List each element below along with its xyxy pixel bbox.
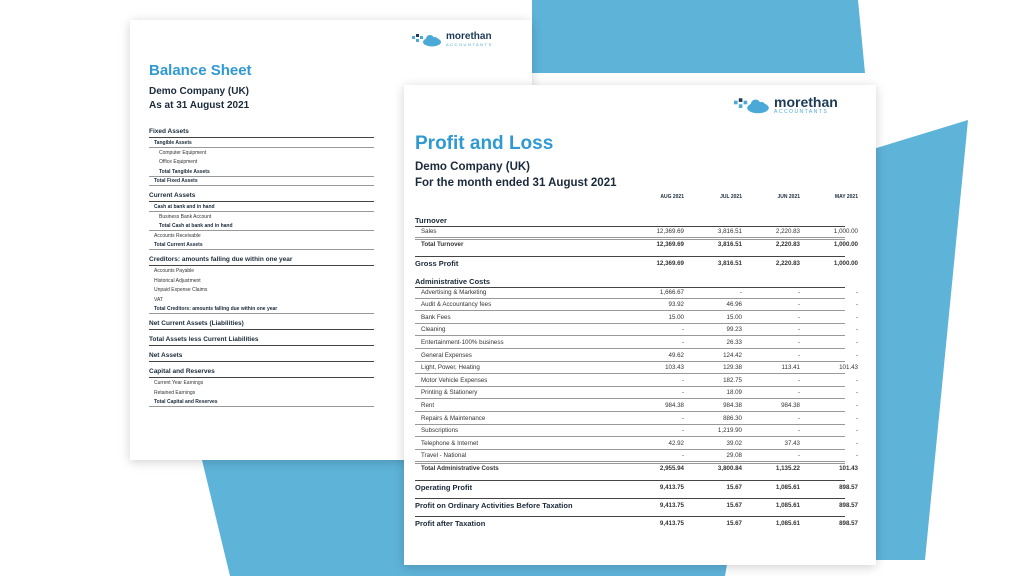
- balance-sheet-row: Unpaid Expense Claims: [154, 287, 208, 294]
- profit-loss-row: Cleaning: [421, 326, 446, 334]
- profit-loss-value: -: [681, 326, 684, 334]
- shape-right: [870, 120, 968, 560]
- profit-loss-value: -: [797, 326, 800, 334]
- profit-loss-value: -: [797, 288, 800, 296]
- profit-loss-summary-row: Operating Profit: [415, 483, 473, 492]
- balance-sheet-section-heading: Creditors: amounts falling due within one year: [149, 256, 293, 263]
- balance-sheet-row: Accounts Receivable: [154, 232, 201, 239]
- row-rule: [415, 348, 845, 349]
- cloud-logo-icon: [734, 97, 770, 114]
- row-rule: [149, 147, 374, 148]
- row-rule: [415, 398, 845, 399]
- section-rule: [149, 329, 374, 330]
- row-rule: [149, 249, 374, 250]
- profit-loss-value: 984.38: [723, 402, 742, 409]
- profit-loss-value: -: [855, 376, 858, 384]
- brand-tagline: ACCOUNTANTS: [774, 109, 829, 115]
- profit-loss-section-heading: Administrative Costs: [415, 276, 491, 286]
- profit-loss-value: -: [855, 389, 858, 397]
- section-rule: [149, 345, 374, 346]
- profit-loss-value: -: [797, 376, 800, 384]
- profit-loss-value: -: [797, 389, 800, 397]
- profit-loss-value: 984.38: [781, 402, 800, 409]
- profit-loss-value: 129.38: [723, 364, 742, 372]
- balance-sheet-total-row: Tangible Assets: [154, 140, 192, 146]
- profit-loss-value: 898.57: [839, 502, 858, 509]
- profit-loss-value: 1,135.22: [775, 465, 800, 472]
- profit-loss-value: -: [797, 452, 800, 460]
- total-top-rule: [415, 239, 845, 240]
- profit-loss-logo: [734, 95, 838, 115]
- balance-sheet-total-row: Total Tangible Assets: [159, 168, 210, 175]
- profit-loss-summary-row: Profit on Ordinary Activities Before Taxation: [415, 501, 573, 510]
- profit-loss-value: -: [797, 301, 800, 309]
- balance-sheet-logo: [412, 32, 493, 47]
- major-rule: [415, 516, 845, 517]
- profit-loss-value: 1,000.00: [833, 228, 858, 235]
- balance-sheet-section-heading: Net Current Assets (Liabilities): [149, 320, 244, 327]
- section-rule: [415, 226, 845, 227]
- balance-sheet-row: Office Equipment: [159, 159, 198, 166]
- profit-loss-value: 898.57: [839, 484, 858, 491]
- profit-loss-value: 42.92: [668, 439, 684, 447]
- profit-loss-summary-row: Gross Profit: [415, 258, 459, 268]
- profit-loss-period: For the month ended 31 August 2021: [415, 177, 617, 189]
- profit-loss-value: -: [855, 452, 858, 460]
- row-rule: [149, 406, 374, 407]
- profit-loss-value: 37.43: [784, 439, 800, 447]
- profit-loss-value: 9,413.75: [659, 502, 684, 509]
- profit-loss-row: Repairs & Maintenance: [421, 414, 486, 422]
- major-rule: [415, 480, 845, 481]
- balance-sheet-date: As at 31 August 2021: [149, 100, 250, 111]
- profit-loss-value: 18.09: [726, 389, 742, 397]
- profit-loss-value: -: [855, 427, 858, 435]
- profit-loss-value: 15.00: [668, 313, 684, 321]
- profit-loss-row: Audit & Accountancy fees: [421, 301, 492, 309]
- row-rule: [415, 436, 845, 437]
- profit-loss-value: 93.92: [668, 301, 684, 309]
- profit-loss-value: -: [855, 301, 858, 309]
- profit-loss-value: 99.23: [726, 326, 742, 334]
- profit-loss-value: 12,369.69: [656, 240, 684, 248]
- major-rule: [415, 498, 845, 499]
- profit-loss-value: 2,220.83: [775, 240, 800, 248]
- row-rule: [415, 361, 845, 362]
- column-header: JUN 2021: [777, 194, 800, 200]
- profit-loss-value: -: [855, 326, 858, 334]
- profit-loss-value: 2,220.83: [775, 259, 800, 267]
- profit-loss-value: 1,219.90: [717, 427, 742, 435]
- row-rule: [149, 230, 374, 231]
- row-rule: [415, 323, 845, 324]
- profit-loss-value: 898.57: [839, 520, 858, 527]
- profit-loss-page: [404, 85, 876, 565]
- profit-loss-value: 103.43: [665, 364, 684, 372]
- major-rule: [415, 256, 845, 257]
- balance-sheet-row: Computer Equipment: [159, 149, 207, 156]
- row-rule: [415, 411, 845, 412]
- profit-loss-value: 1,085.61: [775, 484, 800, 491]
- profit-loss-value: 29.08: [726, 452, 742, 460]
- profit-loss-value: 3,816.51: [717, 259, 742, 267]
- brand-tagline: ACCOUNTANTS: [446, 42, 493, 47]
- profit-loss-value: -: [797, 414, 800, 422]
- profit-loss-value: 182.75: [723, 376, 742, 384]
- profit-loss-value: -: [855, 414, 858, 422]
- total-top-rule: [415, 463, 845, 464]
- profit-loss-row: Subscriptions: [421, 427, 459, 435]
- row-rule: [415, 373, 845, 374]
- row-rule: [415, 386, 845, 387]
- profit-loss-row: Advertising & Marketing: [421, 288, 487, 296]
- profit-loss-value: -: [681, 339, 684, 346]
- profit-loss-value: 15.00: [726, 313, 742, 321]
- balance-sheet-section-heading: Capital and Reserves: [149, 368, 215, 375]
- profit-loss-value: 39.02: [726, 439, 742, 447]
- profit-loss-value: 9,413.75: [659, 520, 684, 527]
- brand-name: morethan: [446, 31, 492, 42]
- balance-sheet-total-row: Total Current Assets: [154, 242, 203, 249]
- profit-loss-value: -: [681, 376, 684, 384]
- profit-loss-row: Motor Vehicle Expenses: [421, 376, 488, 384]
- section-rule: [149, 377, 374, 378]
- profit-loss-value: -: [681, 427, 684, 435]
- profit-loss-row: Entertainment-100% business: [421, 339, 504, 346]
- profit-loss-value: -: [855, 439, 858, 447]
- shape-top-right: [532, 0, 865, 73]
- balance-sheet-row: Retained Earnings: [154, 389, 196, 396]
- cloud-logo-icon: [412, 33, 442, 47]
- profit-loss-value: 1,666.67: [659, 288, 684, 296]
- profit-loss-value: -: [797, 339, 800, 346]
- profit-loss-value: 1,085.61: [775, 520, 800, 527]
- profit-loss-value: 1,000.00: [833, 259, 858, 267]
- profit-loss-value: 1,000.00: [833, 240, 858, 248]
- profit-loss-title: Profit and Loss: [415, 133, 554, 154]
- balance-sheet-row: Current Year Earnings: [154, 380, 204, 386]
- balance-sheet-total-row: Cash at bank and in hand: [154, 204, 215, 210]
- profit-loss-value: -: [797, 351, 800, 359]
- row-rule: [149, 176, 374, 177]
- profit-loss-value: 26.33: [726, 339, 742, 346]
- profit-loss-value: -: [855, 351, 858, 359]
- profit-loss-company: Demo Company (UK): [415, 161, 531, 173]
- profit-loss-value: 12,369.69: [656, 228, 684, 235]
- section-rule: [149, 265, 374, 266]
- balance-sheet-title: Balance Sheet: [149, 62, 252, 79]
- profit-loss-row: Printing & Stationery: [421, 389, 478, 397]
- row-rule: [415, 335, 845, 336]
- balance-sheet-section-heading: Net Assets: [149, 352, 183, 359]
- balance-sheet-company: Demo Company (UK): [149, 86, 250, 97]
- balance-sheet-total-row: Total Cash at bank and in hand: [159, 223, 233, 230]
- profit-loss-row: Travel - National: [421, 452, 467, 460]
- balance-sheet-row: Historical Adjustment: [154, 277, 201, 284]
- profit-loss-value: -: [797, 313, 800, 321]
- profit-loss-value: 46.96: [726, 301, 742, 309]
- profit-loss-total-row: Total Administrative Costs: [421, 465, 499, 472]
- profit-loss-total-row: Total Turnover: [421, 240, 464, 248]
- profit-loss-value: 3,800.84: [717, 465, 742, 472]
- profit-loss-value: 1,085.61: [775, 502, 800, 509]
- profit-loss-value: 101.43: [839, 364, 858, 372]
- profit-loss-value: 886.30: [723, 414, 742, 422]
- row-rule: [415, 424, 845, 425]
- profit-loss-value: 3,816.51: [717, 228, 742, 235]
- balance-sheet-total-row: Total Capital and Reserves: [154, 399, 218, 406]
- balance-sheet-row: Accounts Payable: [154, 268, 195, 274]
- profit-loss-value: 984.38: [665, 402, 684, 409]
- section-rule: [149, 201, 374, 202]
- profit-loss-value: -: [681, 452, 684, 460]
- profit-loss-value: 2,955.94: [659, 465, 684, 472]
- profit-loss-row: Telephone & Internet: [421, 439, 479, 447]
- profit-loss-value: -: [855, 339, 858, 346]
- column-header: AUG 2021: [660, 194, 684, 200]
- balance-sheet-row: VAT: [154, 296, 163, 303]
- row-rule: [149, 313, 374, 314]
- section-rule: [149, 137, 374, 138]
- row-rule: [415, 310, 845, 311]
- profit-loss-row: General Expenses: [421, 351, 472, 359]
- profit-loss-value: -: [797, 427, 800, 435]
- profit-loss-value: 12,369.69: [656, 259, 684, 267]
- profit-loss-value: 9,413.75: [659, 484, 684, 491]
- profit-loss-summary-row: Profit after Taxation: [415, 519, 486, 528]
- row-rule: [149, 211, 374, 212]
- balance-sheet-total-row: Total Creditors: amounts falling due within one year: [154, 306, 278, 313]
- balance-sheet-section-heading: Fixed Assets: [149, 128, 189, 135]
- profit-loss-value: -: [739, 288, 742, 296]
- row-rule: [415, 449, 845, 450]
- profit-loss-row: Light, Power, Heating: [421, 364, 480, 372]
- profit-loss-value: 3,816.51: [717, 240, 742, 248]
- profit-loss-value: -: [855, 313, 858, 321]
- profit-loss-value: -: [681, 414, 684, 422]
- balance-sheet-row: Business Bank Account: [159, 213, 212, 220]
- profit-loss-value: -: [681, 389, 684, 397]
- balance-sheet-section-heading: Current Assets: [149, 192, 196, 199]
- section-rule: [149, 361, 374, 362]
- profit-loss-value: 15.67: [726, 502, 742, 509]
- profit-loss-value: 15.67: [726, 484, 742, 491]
- profit-loss-row: Bank Fees: [421, 313, 451, 321]
- profit-loss-value: 49.62: [668, 351, 684, 359]
- profit-loss-value: -: [855, 288, 858, 296]
- profit-loss-value: -: [855, 402, 858, 409]
- section-rule: [415, 287, 845, 288]
- column-header: JUL 2021: [720, 194, 742, 200]
- balance-sheet-total-row: Total Fixed Assets: [154, 178, 198, 185]
- profit-loss-value: 113.41: [781, 364, 800, 372]
- balance-sheet-section-heading: Total Assets less Current Liabilities: [149, 336, 259, 343]
- profit-loss-value: 15.67: [726, 520, 742, 527]
- brand-name: morethan: [774, 94, 838, 110]
- profit-loss-value: 2,220.83: [775, 228, 800, 235]
- profit-loss-section-heading: Turnover: [415, 216, 447, 225]
- profit-loss-row: Sales: [421, 228, 437, 235]
- profit-loss-row: Rent: [421, 402, 435, 409]
- row-rule: [415, 298, 845, 299]
- row-rule: [149, 185, 374, 186]
- profit-loss-value: 124.42: [723, 351, 742, 359]
- profit-loss-value: 101.43: [839, 465, 858, 472]
- column-header: MAY 2021: [834, 194, 858, 200]
